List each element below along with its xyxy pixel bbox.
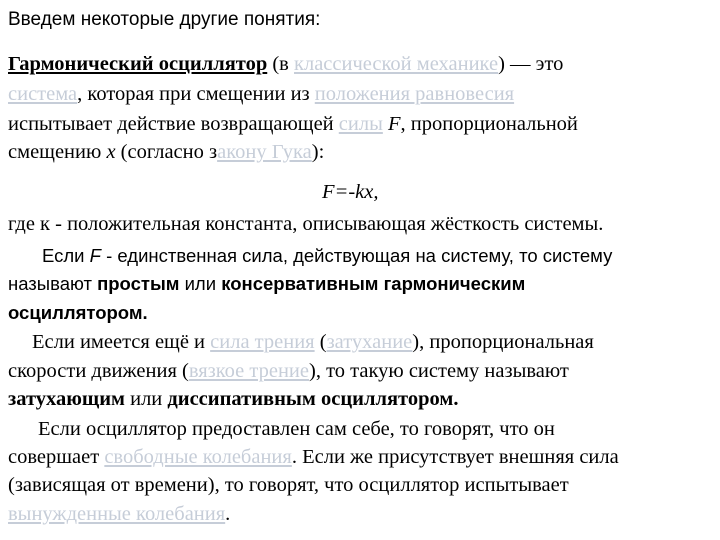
link-hookes-law[interactable]: акону Гука [217,141,312,163]
link-free-oscillations[interactable]: свободные колебания [104,446,292,468]
paragraph-3-line-3: осциллятором. [8,302,148,323]
link-viscous-friction[interactable]: вязкое трение [188,360,310,382]
text-fragment: испытывает действие возвращающей [8,113,339,135]
bold-term-conservative: консервативным гармоническим [221,273,526,294]
link-damping[interactable]: затухание [326,331,413,353]
text-fragment: . [225,503,231,525]
bold-term-dissipative: диссипативным осциллятором. [167,388,459,410]
text-fragment: или [179,273,222,294]
paragraph-3-line-2 [8,272,525,296]
intro-text: Введем некоторые другие понятия: [8,9,321,30]
term-harmonic-oscillator: Гармонический осциллятор [8,53,268,75]
paragraph-5-line-4 [8,502,230,526]
paragraph-4-line-1 [32,330,594,354]
text-fragment: или [124,388,168,410]
paragraph-1-line-3 [8,112,578,136]
variable-x: x [106,141,116,163]
paragraph-4-line-2 [8,359,569,383]
variable-F: F [89,245,101,266]
text-fragment: , которая при смещении из [77,83,315,105]
link-forced-oscillations[interactable]: вынужденные колебания [8,503,226,525]
paragraph-1-line-2 [8,82,514,106]
paragraph-1-line-1 [8,52,563,76]
text-fragment: Если имеется ещё и [32,331,211,353]
text-fragment: . Если же присутствует внешняя сила [291,446,619,468]
text-fragment: ) — это [498,53,564,75]
bold-term-simple: простым [97,273,180,294]
text-fragment: (в [267,53,294,75]
paragraph-2: где к - положительная константа, описывающая жёсткость системы. [8,213,604,235]
text-fragment: , пропорциональной [400,113,578,135]
link-equilibrium-position[interactable]: положения равновесия [314,83,515,105]
text-fragment: (согласно з [115,141,218,163]
paragraph-1-line-4 [8,140,324,164]
link-friction-force[interactable]: сила трения [210,331,315,353]
paragraph-5-line-2 [8,445,619,469]
text-fragment: Если [42,245,90,266]
formula: F=-kx, [322,181,379,203]
paragraph-4-line-3 [8,387,458,411]
text-fragment: совершает [8,446,105,468]
link-system[interactable]: система [8,83,78,105]
link-forces[interactable]: силы [338,113,383,135]
paragraph-3-line-1 [42,244,612,268]
paragraph-5-line-3: (зависящая от времени), то говорят, что осциллятор испытывает [8,474,569,496]
paragraph-5-line-1: Если осциллятор предоставлен сам себе, то говорят, что он [38,418,555,440]
variable-F: F [387,113,401,135]
text-fragment: ), то такую систему называют [309,360,569,382]
text-fragment: называют [8,273,98,294]
text-fragment: ): [311,141,325,163]
link-classical-mechanics[interactable]: классической механике [294,53,499,75]
text-fragment: ), пропорциональная [412,331,594,353]
text-fragment: ( [314,331,327,353]
text-fragment: скорости движения ( [8,360,189,382]
text-fragment: смещению [8,141,107,163]
bold-term-damped: затухающим [8,388,125,410]
text-fragment: - единственная сила, действующая на систему, то систему [100,245,613,266]
